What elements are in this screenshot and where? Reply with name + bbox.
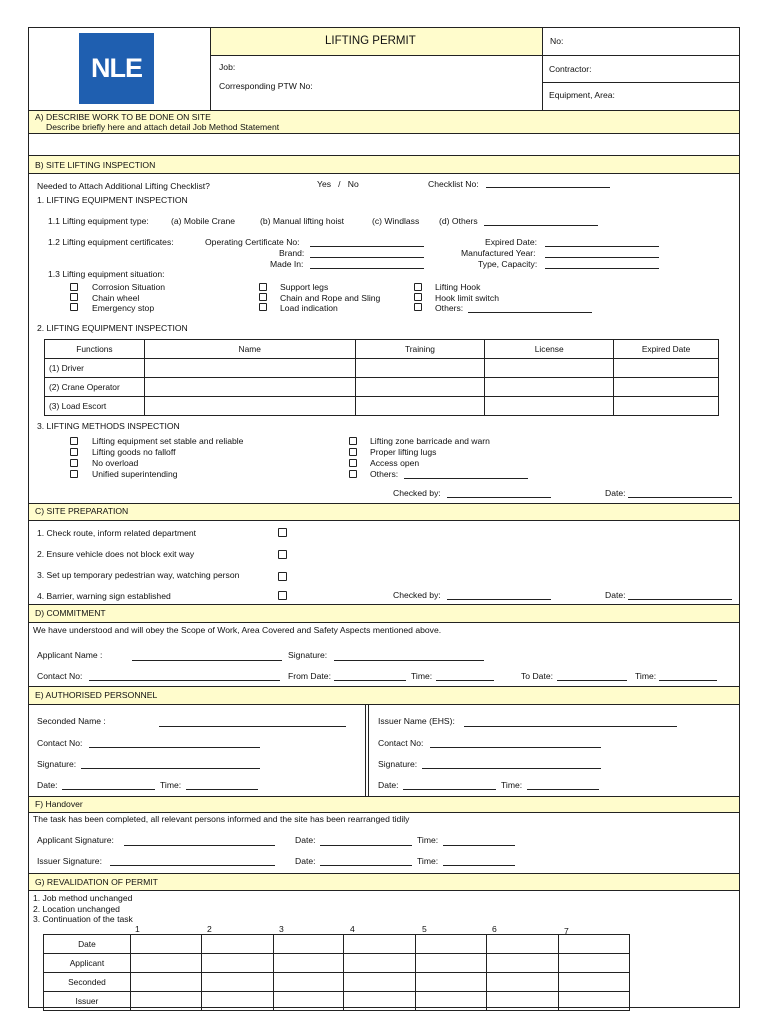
prep-item: 3. Set up temporary pedestrian way, watching person xyxy=(37,570,240,580)
row-label: Applicant xyxy=(44,954,131,973)
type-mobile-crane[interactable]: (a) Mobile Crane xyxy=(171,216,235,226)
type-capacity-field[interactable] xyxy=(545,268,659,269)
method-item: Others: xyxy=(370,469,399,479)
prep-item: 4. Barrier, warning sign established xyxy=(37,591,171,601)
column-number: 4 xyxy=(350,924,355,934)
method-item: Proper lifting lugs xyxy=(370,447,437,457)
method-item: Lifting goods no falloff xyxy=(92,447,176,457)
checked-by-label: Checked by: xyxy=(393,590,441,600)
type-manual-hoist[interactable]: (b) Manual lifting hoist xyxy=(260,216,345,226)
signature-field[interactable] xyxy=(334,660,484,661)
made-in-label: Made In: xyxy=(270,259,304,269)
table-cell[interactable] xyxy=(559,973,630,992)
checkbox-situation-others[interactable] xyxy=(414,303,422,311)
table-cell[interactable] xyxy=(416,973,487,992)
equipment-inspection-heading: 1. LIFTING EQUIPMENT INSPECTION xyxy=(37,195,188,205)
section-c-title: C) SITE PREPARATION xyxy=(35,506,129,516)
checkbox-method[interactable] xyxy=(70,470,78,478)
table-cell[interactable] xyxy=(355,397,485,416)
checkbox-prep[interactable] xyxy=(278,591,287,600)
section-c-header xyxy=(29,504,739,520)
table-row-label: (1) Driver xyxy=(45,359,145,378)
type-capacity-label: Type, Capacity: xyxy=(478,259,538,269)
applicant-name-label: Applicant Name : xyxy=(37,650,103,660)
manufactured-year-field[interactable] xyxy=(545,257,659,258)
method-item: Unified superintending xyxy=(92,469,178,479)
checkbox-method[interactable] xyxy=(70,448,78,456)
table-cell[interactable] xyxy=(201,973,273,992)
signature-label: Signature: xyxy=(288,650,328,660)
time-field[interactable] xyxy=(527,789,599,790)
table-cell[interactable] xyxy=(614,359,719,378)
table-cell[interactable] xyxy=(485,378,614,397)
checkbox-method[interactable] xyxy=(70,437,78,445)
time-label: Time: xyxy=(635,671,657,681)
table-cell[interactable] xyxy=(344,973,416,992)
personnel-table xyxy=(44,339,719,416)
time-field[interactable] xyxy=(443,865,515,866)
row-label: Date xyxy=(44,935,131,954)
type-others[interactable]: (d) Others xyxy=(439,216,478,226)
table-cell[interactable] xyxy=(416,992,487,1011)
date-field[interactable] xyxy=(62,789,155,790)
section-d-header xyxy=(29,605,739,622)
revalidation-item: 1. Job method unchanged xyxy=(33,893,133,903)
section-b-title: B) SITE LIFTING INSPECTION xyxy=(35,160,156,170)
date-field[interactable] xyxy=(403,789,496,790)
checkbox-hook-limit[interactable] xyxy=(414,293,422,301)
section-d-title: D) COMMITMENT xyxy=(35,608,106,618)
page-title: LIFTING PERMIT xyxy=(325,35,416,47)
time-field[interactable] xyxy=(186,789,258,790)
date-field[interactable] xyxy=(320,845,412,846)
time-label: Time: xyxy=(160,780,182,790)
yes-no-option[interactable]: Yes / No xyxy=(317,179,359,189)
situation-label: 1.3 Lifting equipment situation: xyxy=(48,269,165,279)
issuer-signature-field[interactable] xyxy=(110,865,275,866)
table-cell[interactable] xyxy=(485,359,614,378)
contact-no-field[interactable] xyxy=(89,680,280,681)
table-cell[interactable] xyxy=(344,935,416,954)
table-cell[interactable] xyxy=(273,954,344,973)
table-header: Name xyxy=(144,340,355,359)
checkbox-corrosion[interactable] xyxy=(70,283,78,291)
table-cell[interactable] xyxy=(355,378,485,397)
applicant-signature-label: Applicant Signature: xyxy=(37,835,114,845)
manufactured-year-label: Manufactured Year: xyxy=(461,248,536,258)
checkbox-method[interactable] xyxy=(349,437,357,445)
additional-checklist-question: Needed to Attach Additional Lifting Checklist? xyxy=(37,181,210,191)
contact-no-label: Contact No: xyxy=(37,738,83,748)
date-field[interactable] xyxy=(628,599,732,600)
methods-others-field[interactable] xyxy=(404,478,528,479)
brand-label: Brand: xyxy=(279,248,305,258)
date-label: Date: xyxy=(605,590,626,600)
table-header: Training xyxy=(355,340,485,359)
expired-date-field[interactable] xyxy=(545,246,659,247)
checked-by-field[interactable] xyxy=(447,599,551,600)
commitment-statement: We have understood and will obey the Scope of Work, Area Covered and Safety Aspects mentioned above. xyxy=(33,625,442,635)
checked-by-label: Checked by: xyxy=(393,488,441,498)
date-label: Date: xyxy=(605,488,626,498)
section-a-title: A) DESCRIBE WORK TO BE DONE ON SITE xyxy=(35,112,211,122)
column-number: 1 xyxy=(135,924,140,934)
table-cell[interactable] xyxy=(344,992,416,1011)
row-label: Seconded xyxy=(44,973,131,992)
time-field[interactable] xyxy=(443,845,515,846)
applicant-signature-field[interactable] xyxy=(124,845,275,846)
table-cell[interactable] xyxy=(487,954,559,973)
time-label: Time: xyxy=(501,780,523,790)
method-item: Access open xyxy=(370,458,420,468)
situation-item: Hook limit switch xyxy=(435,293,499,303)
situation-item: Chain wheel xyxy=(92,293,140,303)
type-windlass[interactable]: (c) Windlass xyxy=(372,216,420,226)
section-f-header xyxy=(29,797,739,812)
applicant-name-field[interactable] xyxy=(132,660,282,661)
table-cell[interactable] xyxy=(201,992,273,1011)
table-cell[interactable] xyxy=(273,992,344,1011)
column-number: 7 xyxy=(564,926,569,936)
table-cell[interactable] xyxy=(416,935,487,954)
row-label: Issuer xyxy=(44,992,131,1011)
issuer-name-field[interactable] xyxy=(464,726,677,727)
signature-label: Signature: xyxy=(37,759,77,769)
method-item: No overload xyxy=(92,458,139,468)
work-description-area[interactable] xyxy=(29,134,739,155)
table-cell[interactable] xyxy=(201,954,273,973)
table-cell[interactable] xyxy=(614,378,719,397)
seconded-name-label: Seconded Name : xyxy=(37,716,106,726)
table-cell[interactable] xyxy=(559,954,630,973)
time-field[interactable] xyxy=(659,680,717,681)
table-header: Expired Date xyxy=(614,340,719,359)
column-number: 2 xyxy=(207,924,212,934)
table-header: License xyxy=(485,340,614,359)
job-label: Job: xyxy=(219,62,236,72)
contact-no-field[interactable] xyxy=(89,747,260,748)
table-cell[interactable] xyxy=(130,973,201,992)
date-label: Date: xyxy=(378,780,399,790)
revalidation-table xyxy=(43,934,630,1011)
date-label: Date: xyxy=(37,780,58,790)
table-cell[interactable] xyxy=(487,973,559,992)
table-cell[interactable] xyxy=(144,359,355,378)
checklist-no-label: Checklist No: xyxy=(428,179,479,189)
table-cell[interactable] xyxy=(559,992,630,1011)
table-row-label: (2) Crane Operator xyxy=(45,378,145,397)
revalidation-item: 2. Location unchanged xyxy=(33,904,120,914)
table-cell[interactable] xyxy=(273,935,344,954)
methods-inspection-heading: 3. LIFTING METHODS INSPECTION xyxy=(37,421,180,431)
checklist-no-field[interactable] xyxy=(486,187,610,188)
column-number: 6 xyxy=(492,924,497,934)
contact-no-label: Contact No: xyxy=(378,738,424,748)
issuer-signature-label: Issuer Signature: xyxy=(37,856,102,866)
prep-item: 2. Ensure vehicle does not block exit way xyxy=(37,549,195,559)
ptw-label: Corresponding PTW No: xyxy=(219,81,313,91)
prep-item: 1. Check route, inform related department xyxy=(37,528,197,538)
situation-item: Others: xyxy=(435,303,464,313)
issuer-name-label: Issuer Name (EHS): xyxy=(378,716,455,726)
nle-logo: NLE xyxy=(79,33,154,104)
section-a-subtitle: Describe briefly here and attach detail Job Method Statement xyxy=(46,122,280,132)
table-cell[interactable] xyxy=(416,954,487,973)
method-item: Lifting equipment set stable and reliable xyxy=(92,436,244,446)
signature-field[interactable] xyxy=(81,768,260,769)
date-field[interactable] xyxy=(628,497,732,498)
situation-item: Corrosion Situation xyxy=(92,282,166,292)
handover-statement: The task has been completed, all relevant persons informed and the site has been rearranged tidily xyxy=(33,814,410,824)
checkbox-emergency-stop[interactable] xyxy=(70,303,78,311)
checkbox-method[interactable] xyxy=(70,459,78,467)
checked-by-field[interactable] xyxy=(447,497,551,498)
table-cell[interactable] xyxy=(485,397,614,416)
equipment-type-label: 1.1 Lifting equipment type: xyxy=(48,216,149,226)
table-cell[interactable] xyxy=(144,378,355,397)
revalidation-item: 3. Continuation of the task xyxy=(33,914,133,924)
contact-no-label: Contact No: xyxy=(37,671,83,681)
checkbox-method[interactable] xyxy=(349,448,357,456)
date-label: Date: xyxy=(295,835,316,845)
checkbox-prep[interactable] xyxy=(278,572,287,581)
seconded-name-field[interactable] xyxy=(159,726,346,727)
situation-item: Lifting Hook xyxy=(435,282,481,292)
expired-date-label: Expired Date: xyxy=(485,237,538,247)
situation-item: Emergency stop xyxy=(92,303,155,313)
table-cell[interactable] xyxy=(614,397,719,416)
time-label: Time: xyxy=(411,671,433,681)
table-cell[interactable] xyxy=(130,992,201,1011)
table-cell[interactable] xyxy=(487,992,559,1011)
date-label: Date: xyxy=(295,856,316,866)
section-g-title: G) REVALIDATION OF PERMIT xyxy=(35,877,158,887)
from-date-field[interactable] xyxy=(334,680,406,681)
made-in-field[interactable] xyxy=(310,268,424,269)
section-f-title: F) Handover xyxy=(35,799,83,809)
table-row-label: (3) Load Escort xyxy=(45,397,145,416)
table-cell[interactable] xyxy=(201,935,273,954)
column-number: 3 xyxy=(279,924,284,934)
brand-field[interactable] xyxy=(310,257,424,258)
time-label: Time: xyxy=(417,856,439,866)
checkbox-lifting-hook[interactable] xyxy=(414,283,422,291)
table-cell[interactable] xyxy=(487,935,559,954)
certificates-label: 1.2 Lifting equipment certificates: xyxy=(48,237,174,247)
checkbox-prep[interactable] xyxy=(278,550,287,559)
situation-item: Support legs xyxy=(280,282,329,292)
date-field[interactable] xyxy=(320,865,412,866)
contractor-label: Contractor: xyxy=(549,64,592,74)
table-cell[interactable] xyxy=(559,935,630,954)
checkbox-support-legs[interactable] xyxy=(259,283,267,291)
table-cell[interactable] xyxy=(130,935,201,954)
signature-label: Signature: xyxy=(378,759,418,769)
checkbox-method[interactable] xyxy=(349,470,357,478)
table-cell[interactable] xyxy=(144,397,355,416)
column-number: 5 xyxy=(422,924,427,934)
table-header: Functions xyxy=(45,340,145,359)
operating-cert-field[interactable] xyxy=(310,246,424,247)
from-date-label: From Date: xyxy=(288,671,331,681)
checkbox-prep[interactable] xyxy=(278,528,287,537)
checkbox-method[interactable] xyxy=(349,459,357,467)
table-cell[interactable] xyxy=(344,954,416,973)
equipment-area-label: Equipment, Area: xyxy=(549,90,615,100)
situation-others-field[interactable] xyxy=(468,312,592,313)
checkbox-chain-wheel[interactable] xyxy=(70,293,78,301)
type-others-field[interactable] xyxy=(484,225,598,226)
to-date-field[interactable] xyxy=(557,680,627,681)
section-e-title: E) AUTHORISED PERSONNEL xyxy=(35,690,158,700)
time-label: Time: xyxy=(417,835,439,845)
to-date-label: To Date: xyxy=(521,671,554,681)
situation-item: Load indication xyxy=(280,303,338,313)
permit-no-label: No: xyxy=(550,36,564,46)
checkbox-chain-rope-sling[interactable] xyxy=(259,293,267,301)
table-cell[interactable] xyxy=(355,359,485,378)
table-cell[interactable] xyxy=(273,973,344,992)
time-field[interactable] xyxy=(436,680,494,681)
checkbox-load-indication[interactable] xyxy=(259,303,267,311)
table-cell[interactable] xyxy=(130,954,201,973)
situation-item: Chain and Rope and Sling xyxy=(280,293,381,303)
equipment-inspection-heading-2: 2. LIFTING EQUIPMENT INSPECTION xyxy=(37,323,188,333)
method-item: Lifting zone barricade and warn xyxy=(370,436,490,446)
contact-no-field[interactable] xyxy=(430,747,601,748)
operating-cert-label: Operating Certificate No: xyxy=(205,237,300,247)
signature-field[interactable] xyxy=(422,768,601,769)
